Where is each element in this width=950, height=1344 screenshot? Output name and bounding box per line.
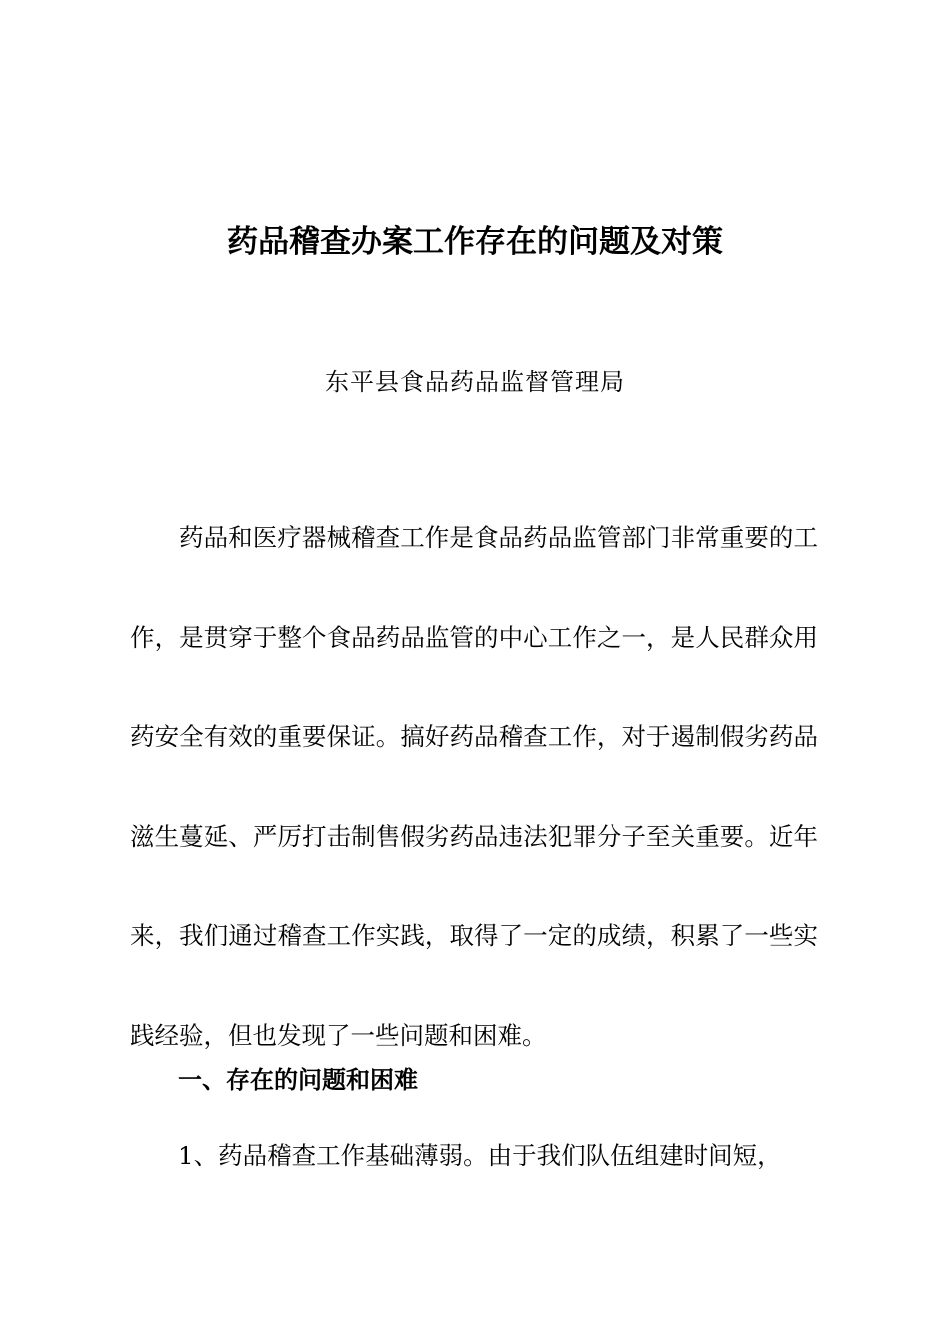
section-heading: 一、存在的问题和困难 bbox=[178, 1066, 418, 1094]
issuing-organization: 东平县食品药品监督管理局 bbox=[325, 368, 625, 396]
document-title: 药品稽查办案工作存在的问题及对策 bbox=[227, 224, 723, 260]
intro-paragraph: 药品和医疗器械稽查工作是食品药品监管部门非常重要的工作，是贯穿于整个食品药品监管的中心工作之一，是人民群众用药安全有效的重要保证。搞好药品稽查工作，对于遏制假劣药品滋生蔓延、严厉打击制售假劣药品违法犯罪分子至关重要。近年来，我们通过稽查工作实践，取得了一定的成绩，积累了一些实践经验，但也发现了一些问题和困难。 bbox=[130, 523, 818, 1050]
section-paragraph-line: 1、药品稽查工作基础薄弱。由于我们队伍组建时间短， bbox=[178, 1141, 782, 1170]
